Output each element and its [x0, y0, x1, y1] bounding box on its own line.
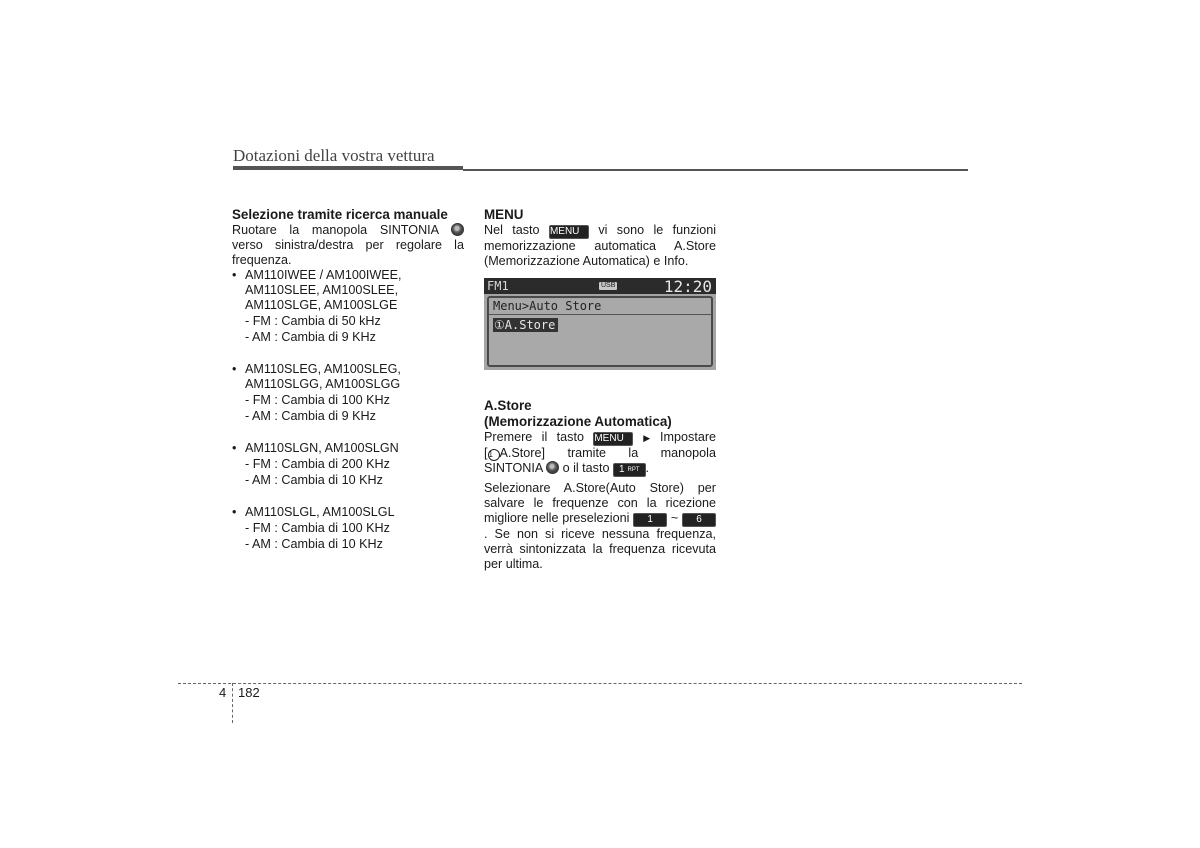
frequency-step-line: - AM : Cambia di 10 KHz: [245, 537, 383, 551]
display-divider: [489, 314, 711, 315]
tune-knob-icon: [451, 223, 464, 236]
left-column: [232, 207, 464, 569]
header-rule-thick: [233, 166, 463, 170]
circled-one-icon: 1: [488, 449, 500, 461]
display-clock: 12:20: [663, 277, 712, 296]
frequency-step-line: - AM : Cambia di 9 KHz: [245, 409, 376, 423]
model-list-item: • AM110IWEE / AM100IWEE, AM110SLEE, AM100SLEE, AM110SLGE, AM100SLGE: [232, 268, 464, 313]
model-list-item: • AM110SLGN, AM100SLGN: [232, 441, 464, 456]
display-menu-item-astore: ①A.Store: [493, 318, 558, 332]
menu-key-icon: MENU: [593, 432, 633, 446]
display-menu-panel: [487, 296, 713, 367]
menu-key-icon: MENU: [549, 225, 589, 239]
arrow-right-icon: ▶: [637, 433, 657, 443]
frequency-step-line: - AM : Cambia di 9 KHz: [245, 330, 376, 344]
middle-column: [484, 207, 716, 572]
page-number: 182: [238, 685, 260, 700]
page-header-title: Dotazioni della vostra vettura: [233, 146, 435, 165]
astore-paragraph-line3: SINTONIA o il tasto 1 RPT .: [484, 461, 650, 475]
manual-search-heading: Selezione tramite ricerca manuale: [232, 207, 448, 222]
model-list-item: • AM110SLEG, AM100SLEG, AM110SLGG, AM100SLGG: [232, 362, 464, 392]
header-rule-thin: [463, 169, 968, 171]
radio-display-screenshot: [484, 278, 716, 370]
menu-paragraph-rest: memorizzazione automatica A.Store (Memorizzazione Automatica) e Info.: [484, 239, 716, 268]
manual-search-intro-line1: Ruotare la manopola SINTONIA: [232, 223, 464, 238]
frequency-step-line: - AM : Cambia di 10 KHz: [245, 473, 383, 487]
frequency-step-line: - FM : Cambia di 100 KHz: [245, 393, 390, 407]
astore-paragraph-line1: Premere il tasto MENU ▶ Impostare: [484, 430, 717, 444]
model-list-item: • AM110SLGL, AM100SLGL: [232, 505, 464, 520]
astore-heading: A.Store (Memorizzazione Automatica): [484, 398, 672, 429]
model-group: [232, 362, 464, 424]
model-groups: [232, 268, 464, 552]
preset-6-key-icon: 6: [682, 513, 716, 527]
astore-paragraph-2: Selezionare A.Store(Auto Store) per salvare le frequenze con la ricezione migliore nelle preselezioni 1 ~ 6. Se non si riceve nessuna frequenza, verrà sintonizzata la frequenza ricevuta per ultima.: [484, 481, 716, 571]
tune-knob-icon: [546, 461, 559, 474]
frequency-step-line: - FM : Cambia di 200 KHz: [245, 457, 390, 471]
model-group: [232, 505, 464, 552]
menu-paragraph-line1: Nel tasto MENU vi sono le funzioni: [484, 223, 717, 237]
footer-rule: [178, 683, 1022, 684]
astore-paragraph-line2: [1 A.Store] tramite la manopola: [484, 446, 716, 460]
preset-1-key-icon: 1: [633, 513, 667, 527]
manual-search-intro-rest: verso sinistra/destra per regolare la frequenza.: [232, 238, 464, 267]
model-group: [232, 268, 464, 345]
frequency-step-line: - FM : Cambia di 100 KHz: [245, 521, 390, 535]
frequency-step-line: - FM : Cambia di 50 kHz: [245, 314, 381, 328]
usb-icon: USB: [601, 282, 616, 289]
footer-vertical-rule: [232, 683, 233, 723]
model-group: [232, 441, 464, 488]
preset-1-rpt-key-icon: 1 RPT: [613, 463, 646, 477]
display-band: FM1: [487, 279, 509, 293]
display-menu-path: Menu>Auto Store: [493, 299, 602, 313]
section-number: 4: [219, 685, 227, 700]
menu-heading: MENU: [484, 207, 524, 222]
